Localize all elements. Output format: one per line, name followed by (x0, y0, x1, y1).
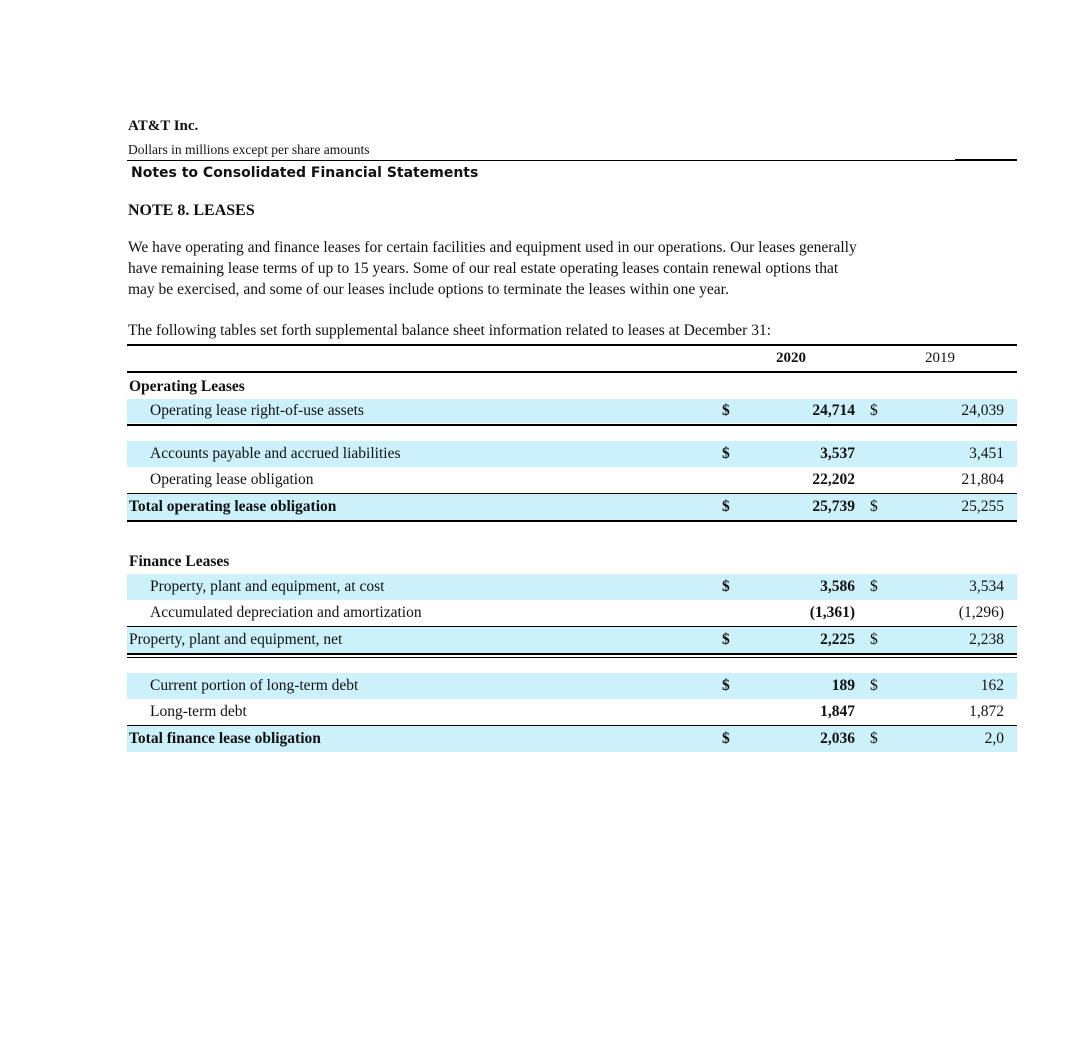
value-2020: 2,036 (820, 730, 855, 747)
value-2019: 2,238 (969, 631, 1004, 648)
table-row (0, 727, 1080, 751)
row-label: Property, plant and equipment, at cost (150, 578, 385, 595)
table-intro: The following tables set forth supplemental balance sheet information related to leases at December 31: (128, 322, 772, 339)
dollar-sign-2019: $ (870, 677, 878, 694)
table-row (0, 601, 1080, 625)
table-row (0, 495, 1080, 519)
table-row (0, 628, 1080, 652)
value-2019: 3,451 (969, 445, 1004, 462)
table-rule (127, 520, 1017, 522)
value-2019: 21,804 (961, 471, 1004, 488)
value-2020: 3,586 (820, 578, 855, 595)
paragraph-line: have remaining lease terms of up to 15 years. Some of our real estate operating leases contain renewal options that (128, 260, 839, 277)
table-top-rule (127, 344, 1017, 346)
dollar-sign-2019: $ (870, 631, 878, 648)
dollar-sign-2020: $ (722, 730, 730, 747)
value-2019: 25,255 (961, 498, 1004, 515)
value-2020: 189 (831, 677, 855, 694)
value-2019: 1,872 (969, 703, 1004, 720)
table-row (0, 442, 1080, 466)
value-2019: 3,534 (969, 578, 1004, 595)
dollar-sign-2020: $ (722, 498, 730, 515)
paragraph-line: may be exercised, and some of our leases include options to terminate the leases within one year. (128, 281, 729, 298)
dollar-sign-2020: $ (722, 445, 730, 462)
value-2019: (1,296) (958, 604, 1004, 621)
dollar-sign-2020: $ (722, 631, 730, 648)
row-label: Accumulated depreciation and amortization (150, 604, 422, 621)
dollar-sign-2020: $ (722, 402, 730, 419)
notes-title: Notes to Consolidated Financial Statements (131, 165, 479, 181)
table-header-rule (127, 371, 1017, 373)
paragraph-line: We have operating and finance leases for certain facilities and equipment used in our operations. Our leases generally (128, 239, 857, 256)
note-paragraph (128, 237, 968, 300)
table-rule (127, 657, 1017, 658)
table-rule (127, 626, 1017, 627)
row-label: Long-term debt (150, 703, 247, 720)
value-2020: 25,739 (812, 498, 855, 515)
operating-leases-title: Operating Leases (129, 378, 245, 395)
value-2019: 24,039 (961, 402, 1004, 419)
dollar-sign-2019: $ (870, 402, 878, 419)
note-heading: NOTE 8. LEASES (128, 202, 255, 219)
table-row (0, 674, 1080, 698)
table-rule (127, 725, 1017, 726)
row-label: Operating lease right-of-use assets (150, 402, 364, 419)
table-row (0, 700, 1080, 724)
row-label: Total finance lease obligation (129, 730, 321, 747)
column-header-2020: 2020 (776, 350, 806, 366)
table-row (0, 575, 1080, 599)
value-2020: 2,225 (820, 631, 855, 648)
row-label: Current portion of long-term debt (150, 677, 359, 694)
value-2020: (1,361) (809, 604, 855, 621)
units-subtitle: Dollars in millions except per share amounts (128, 142, 370, 157)
value-2019: 2,0 (984, 730, 1004, 747)
company-name: AT&T Inc. (128, 118, 199, 134)
header-rule (127, 160, 1017, 161)
value-2020: 24,714 (812, 402, 855, 419)
dollar-sign-2019: $ (870, 730, 878, 747)
table-rule (127, 493, 1017, 494)
table-row (0, 468, 1080, 492)
table-rule (127, 653, 1017, 655)
dollar-sign-2019: $ (870, 578, 878, 595)
row-label: Property, plant and equipment, net (129, 631, 343, 648)
finance-leases-title: Finance Leases (129, 553, 230, 570)
row-label: Accounts payable and accrued liabilities (150, 445, 401, 462)
value-2020: 3,537 (820, 445, 855, 462)
dollar-sign-2020: $ (722, 677, 730, 694)
value-2020: 22,202 (812, 471, 855, 488)
value-2019: 162 (980, 677, 1004, 694)
column-header-2019: 2019 (925, 350, 955, 366)
row-label: Total operating lease obligation (129, 498, 337, 515)
value-2020: 1,847 (820, 703, 855, 720)
dollar-sign-2020: $ (722, 578, 730, 595)
dollar-sign-2019: $ (870, 498, 878, 515)
row-label: Operating lease obligation (150, 471, 314, 488)
table-row (0, 399, 1080, 423)
header-rule-accent (955, 159, 1017, 161)
table-rule (127, 424, 1017, 426)
